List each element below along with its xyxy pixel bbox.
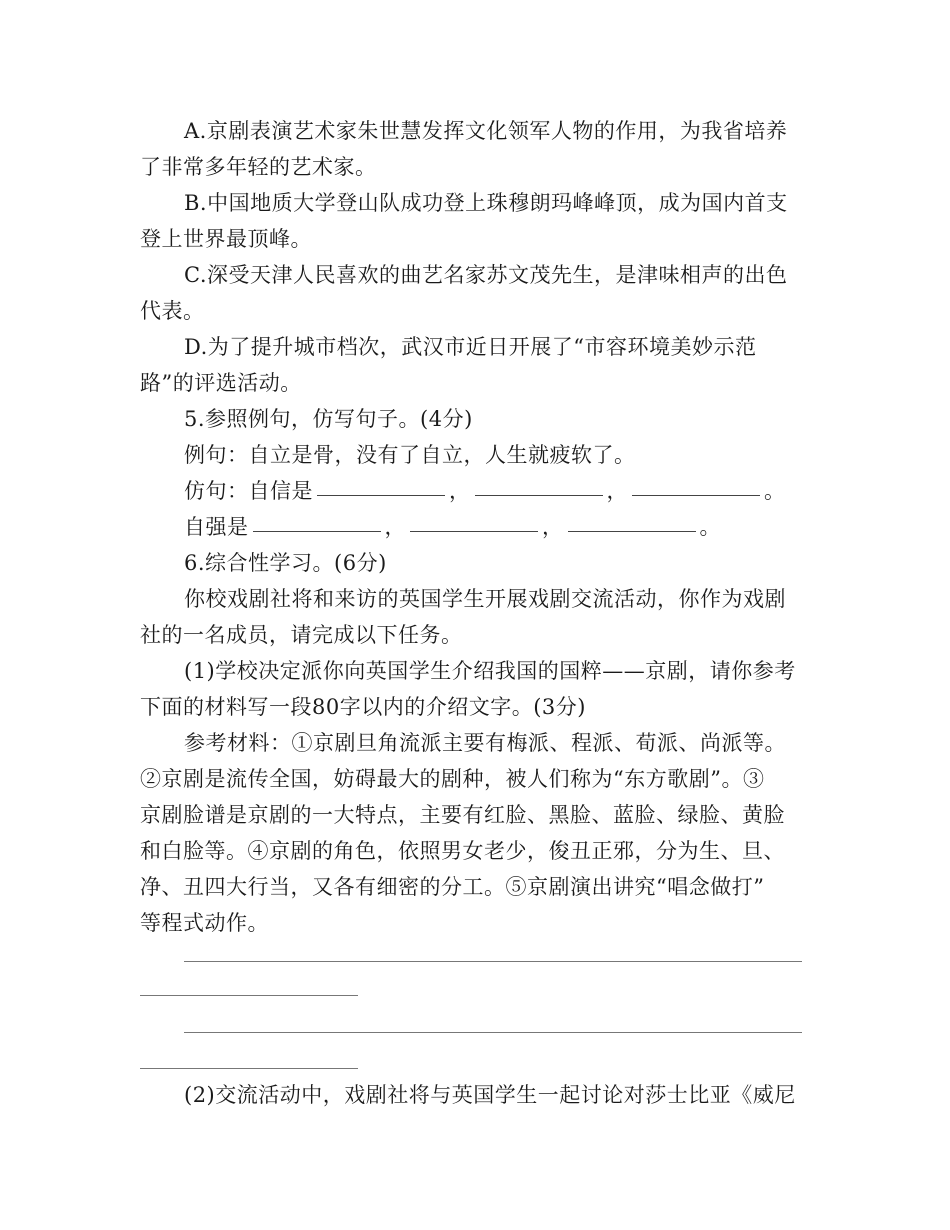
separator: ，: [449, 479, 471, 503]
separator: 。: [699, 515, 721, 539]
option-a-line-1: A.京剧表演艺术家朱世慧发挥文化领军人物的作用，为我省培养: [184, 119, 788, 143]
reference-line-4: 和白脸等。④京剧的角色，依照男女老少，俊丑正邪，分为生、旦、: [140, 839, 785, 863]
question-6-heading: 6.综合性学习。(6分): [184, 551, 387, 575]
answer-line[interactable]: [184, 961, 802, 962]
example-sentence: 例句：自立是骨，没有了自立，人生就疲软了。: [184, 443, 636, 467]
answer-blank[interactable]: [253, 530, 381, 532]
option-c-line-2: 代表。: [140, 299, 205, 323]
task-1-line-2: 下面的材料写一段80字以内的介绍文字。(3分): [140, 695, 586, 719]
reference-line-2: ②京剧是流传全国，妨碍最大的剧种，被人们称为“东方歌剧”。③: [140, 767, 765, 791]
separator: ，: [384, 515, 406, 539]
answer-line[interactable]: [140, 1068, 358, 1069]
imitation-line-1: [0, 476, 950, 506]
reference-line-1: 参考材料：①京剧旦角流派主要有梅派、程派、荀派、尚派等。: [184, 731, 786, 755]
answer-blank[interactable]: [632, 494, 760, 496]
imitation-label: 自强是: [184, 515, 249, 539]
reference-line-5: 净、丑四大行当，又各有细密的分工。⑤京剧演出讲究“唱念做打”: [140, 875, 765, 899]
task-2-line-1: (2)交流活动中，戏剧社将与英国学生一起讨论对莎士比亚《威尼: [184, 1083, 796, 1107]
q6-intro-line-1: 你校戏剧社将和来访的英国学生开展戏剧交流活动，你作为戏剧: [184, 587, 786, 611]
task-1-line-1: (1)学校决定派你向英国学生介绍我国的国粹——京剧，请你参考: [184, 659, 796, 683]
reference-line-3: 京剧脸谱是京剧的一大特点，主要有红脸、黑脸、蓝脸、绿脸、黄脸: [140, 803, 785, 827]
reference-line-6: 等程式动作。: [140, 911, 269, 935]
separator: ，: [606, 479, 628, 503]
option-b-line-1: B.中国地质大学登山队成功登上珠穆朗玛峰峰顶，成为国内首支: [184, 191, 788, 215]
answer-blank[interactable]: [317, 494, 445, 496]
q6-intro-line-2: 社的一名成员，请完成以下任务。: [140, 623, 463, 647]
answer-blank[interactable]: [475, 494, 603, 496]
imitation-line-2: [0, 512, 950, 542]
imitation-label: 仿句：自信是: [184, 479, 313, 503]
option-a-line-2: 了非常多年轻的艺术家。: [140, 155, 377, 179]
answer-line[interactable]: [140, 995, 358, 996]
separator: 。: [764, 479, 786, 503]
option-b-line-2: 登上世界最顶峰。: [140, 227, 312, 251]
option-d-line-2: 路”的评选活动。: [140, 371, 302, 395]
option-d-line-1: D.为了提升城市档次，武汉市近日开展了“市容环境美妙示范: [184, 335, 757, 359]
answer-blank[interactable]: [568, 530, 696, 532]
option-c-line-1: C.深受天津人民喜欢的曲艺名家苏文茂先生，是津味相声的出色: [184, 263, 788, 287]
answer-line[interactable]: [184, 1032, 802, 1033]
answer-blank[interactable]: [410, 530, 538, 532]
question-5-heading: 5.参照例句，仿写句子。(4分): [184, 407, 473, 431]
separator: ，: [542, 515, 564, 539]
